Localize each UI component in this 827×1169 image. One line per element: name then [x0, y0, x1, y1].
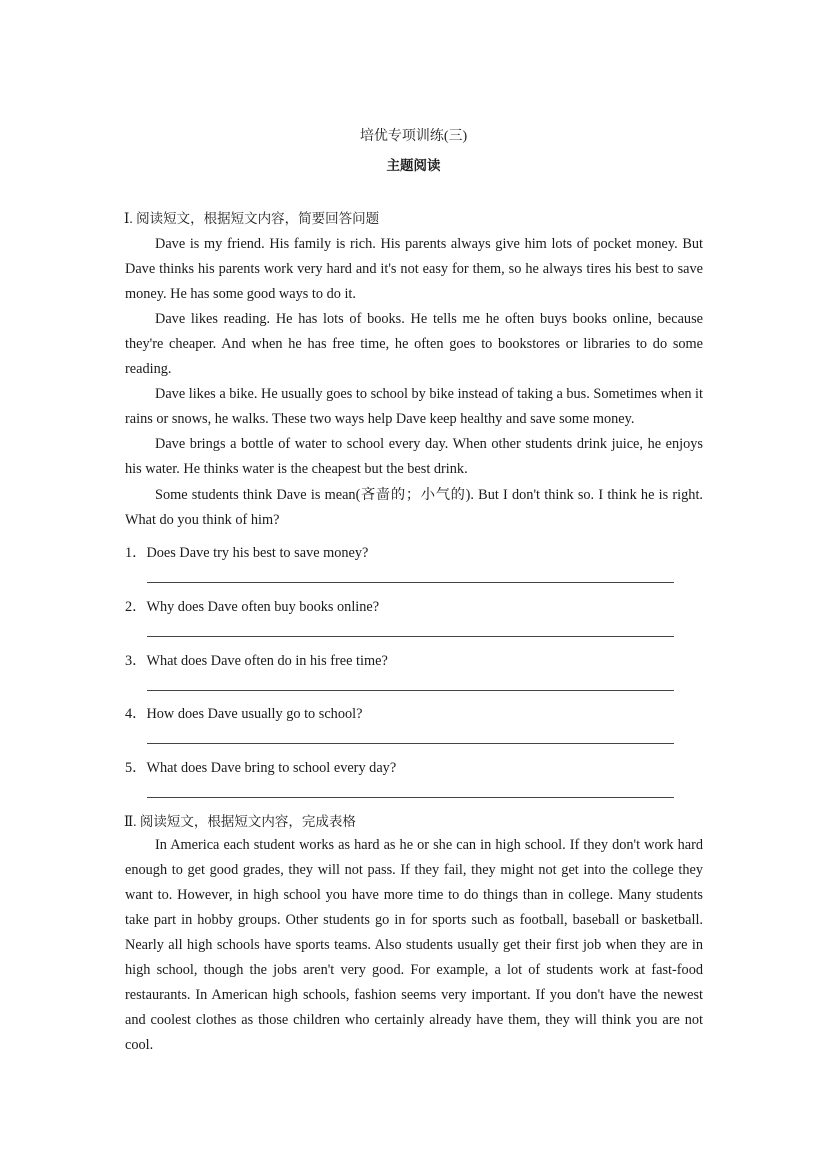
- paragraph: Dave likes reading. He has lots of books. He tells me he often buys books online, because they're cheaper. And when he has free time, he often goes to bookstores or libraries to do some reading.: [125, 311, 703, 377]
- answer-line-2[interactable]: [147, 636, 674, 637]
- page-subtitle: 主题阅读: [386, 158, 441, 174]
- answer-line-4[interactable]: [147, 743, 674, 744]
- paragraph: Dave brings a bottle of water to school every day. When other students drink juice, he enjoys his water. He thinks water is the cheapest but the best drink.: [125, 436, 703, 477]
- answer-line-1[interactable]: [147, 582, 674, 583]
- page-title: 培优专项训练(三): [359, 129, 468, 144]
- paragraph: Dave likes a bike. He usually goes to school by bike instead of taking a bus. Sometimes when it rains or snows, he walks. These two ways help Dave keep healthy and save some money.: [125, 386, 703, 427]
- answer-line-3[interactable]: [147, 690, 674, 691]
- paragraph: In America each student works as hard as he or she can in high school. If they don't work hard enough to get good grades, they will not pass. If they fail, they might not get into the college they want to. However, in high school you have more time to do things than in college. Many students take part in hobby groups. Other students go in for sports such as football, baseball or basketball. Nearly all high schools have sports teams. Also students usually get their first job when they are in high school, though the jobs aren't very good. For example, a lot of students work at fast-food restaurants. In American high schools, fashion seems very important. If you don't have the newest and coolest clothes as those children who certainly already have them, they will think you are not cool.: [125, 837, 703, 1053]
- question-1: 1．Does Dave try his best to save money?: [125, 545, 369, 561]
- paragraph: Some students think Dave is mean(吝啬的；小气的). But I don't think so. I think he is right. What do you think of him?: [125, 487, 703, 528]
- question-3: 3．What does Dave often do in his free time?: [125, 653, 388, 669]
- question-2: 2．Why does Dave often buy books online?: [125, 599, 380, 615]
- answer-line-5[interactable]: [147, 797, 674, 798]
- section-1-heading: Ⅰ. 阅读短文，根据短文内容，简要回答问题: [124, 211, 380, 226]
- question-4: 4．How does Dave usually go to school?: [125, 706, 363, 722]
- section-2-heading: Ⅱ. 阅读短文，根据短文内容，完成表格: [124, 814, 356, 829]
- paragraph: Dave is my friend. His family is rich. His parents always give him lots of pocket money. But Dave thinks his parents work very hard and it's not easy for them, so he always tires his best to save money. He has some good ways to do it.: [125, 236, 703, 302]
- question-5: 5．What does Dave bring to school every day?: [125, 760, 397, 776]
